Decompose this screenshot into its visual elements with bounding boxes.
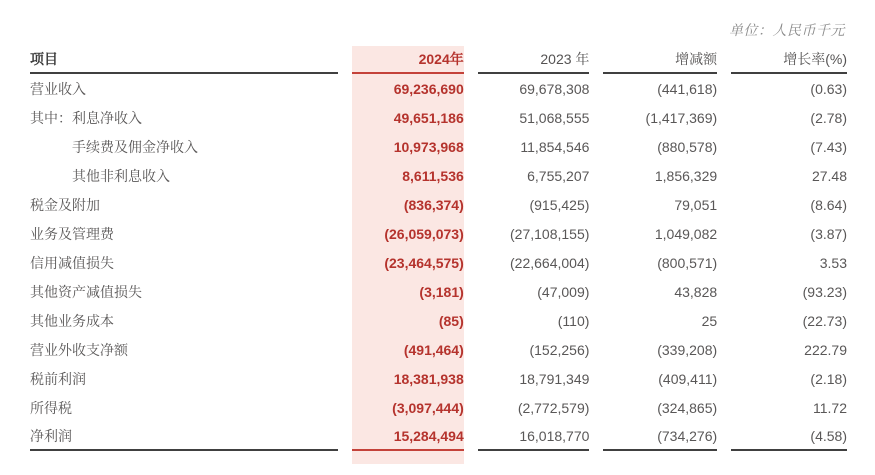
- table-row: [30, 306, 847, 335]
- cell-value-2023: (110): [557, 312, 590, 329]
- spacer-cell-2024-band: [352, 451, 464, 464]
- cell-value-2024: 8,611,536: [352, 161, 464, 190]
- cell-growth: (0.63): [810, 80, 847, 97]
- cell-growth: 3.53: [819, 254, 847, 271]
- table-body: [30, 74, 847, 451]
- cell-item: 营业收入: [30, 80, 86, 97]
- header-change: 增减额: [603, 46, 717, 74]
- spacer-cell: [603, 451, 717, 464]
- cell-growth: 11.72: [813, 399, 847, 416]
- cell-item: 信用减值损失: [30, 254, 114, 271]
- cell-item: 手续费及佣金净收入: [72, 138, 198, 155]
- table-row: [30, 277, 847, 306]
- cell-change: (1,417,369): [645, 109, 718, 126]
- cell-value-2024: (836,374): [352, 190, 464, 219]
- highlight-band-spacer-row: [30, 451, 847, 464]
- cell-value-2023: (152,256): [529, 341, 590, 358]
- cell-item: 所得税: [30, 399, 72, 416]
- cell-growth: 222.79: [804, 341, 847, 358]
- spacer-cell: [30, 451, 338, 464]
- table-row: [30, 393, 847, 422]
- cell-change: (339,208): [657, 341, 718, 358]
- cell-value-2023: 69,678,308: [519, 80, 590, 97]
- cell-value-2024: 15,284,494: [352, 422, 464, 451]
- cell-change: 79,051: [674, 196, 718, 213]
- cell-change: (324,865): [657, 399, 718, 416]
- cell-value-2023: 11,854,546: [520, 138, 590, 155]
- cell-value-2024: (85): [352, 306, 464, 335]
- table-row: [30, 422, 847, 451]
- cell-value-2023: (915,425): [529, 196, 590, 213]
- cell-value-2023: 6,755,207: [527, 167, 590, 184]
- cell-value-2023: 18,791,349: [519, 370, 590, 387]
- table-footer: [30, 451, 847, 464]
- unit-label: 单位：人民币千元: [729, 22, 845, 38]
- cell-change: 1,856,329: [654, 167, 718, 184]
- cell-value-2024: (491,464): [352, 335, 464, 364]
- cell-item: 其中：利息净收入: [30, 109, 142, 126]
- table-header: [30, 46, 847, 74]
- cell-item: 业务及管理费: [30, 225, 114, 242]
- cell-growth: (8.64): [810, 196, 847, 213]
- cell-growth: (2.18): [810, 370, 847, 387]
- cell-change: 43,828: [674, 283, 718, 300]
- spacer-cell: [731, 451, 847, 464]
- cell-growth: 27.48: [811, 167, 847, 184]
- cell-change: (441,618): [657, 80, 718, 97]
- cell-item: 其他资产减值损失: [30, 283, 142, 300]
- table-row: [30, 132, 847, 161]
- cell-change: (409,411): [658, 370, 718, 387]
- header-year-2024: 2024年: [352, 46, 464, 74]
- table-row: [30, 219, 847, 248]
- cell-item: 其他非利息收入: [72, 167, 170, 184]
- header-row: [30, 46, 847, 74]
- cell-growth: (4.58): [731, 422, 847, 451]
- cell-growth: (2.78): [810, 109, 847, 126]
- cell-change: (734,276): [603, 422, 717, 451]
- cell-value-2024: 18,381,938: [352, 364, 464, 393]
- cell-item: 营业外收支净额: [30, 341, 128, 358]
- cell-item: 净利润: [30, 422, 338, 451]
- table-row: [30, 103, 847, 132]
- cell-value-2024: (3,097,444): [352, 393, 464, 422]
- table-row: [30, 335, 847, 364]
- cell-value-2023: (27,108,155): [510, 225, 590, 242]
- cell-value-2023: (22,664,004): [510, 254, 590, 271]
- cell-value-2023: 16,018,770: [478, 422, 590, 451]
- cell-value-2024: 10,973,968: [352, 132, 464, 161]
- cell-change: 1,049,082: [654, 225, 718, 242]
- cell-value-2024: 69,236,690: [352, 74, 464, 103]
- cell-item: 税前利润: [30, 370, 86, 387]
- cell-value-2023: (47,009): [537, 283, 590, 300]
- cell-growth: (22.73): [802, 312, 847, 329]
- table-row: [30, 364, 847, 393]
- table-row: [30, 248, 847, 277]
- cell-change: (800,571): [657, 254, 718, 271]
- table-row: [30, 190, 847, 219]
- cell-growth: (7.43): [810, 138, 847, 155]
- income-statement-table-wrap: [16, 46, 861, 464]
- cell-value-2024: 49,651,186: [352, 103, 464, 132]
- cell-value-2024: (3,181): [352, 277, 464, 306]
- income-statement-table: [16, 46, 861, 464]
- cell-value-2024: (26,059,073): [352, 219, 464, 248]
- cell-item: 其他业务成本: [30, 312, 114, 329]
- table-row: [30, 74, 847, 103]
- table-row: [30, 161, 847, 190]
- header-year-2023: 2023 年: [478, 46, 590, 74]
- cell-change: (880,578): [657, 138, 718, 155]
- cell-growth: (3.87): [810, 225, 847, 242]
- cell-value-2024: (23,464,575): [352, 248, 464, 277]
- header-item: 项目: [30, 46, 338, 74]
- spacer-cell: [478, 451, 590, 464]
- cell-growth: (93.23): [802, 283, 847, 300]
- cell-change: 25: [701, 312, 718, 329]
- header-growth: 增长率(%): [731, 46, 847, 74]
- cell-value-2023: 51,068,555: [519, 109, 590, 126]
- cell-item: 税金及附加: [30, 196, 100, 213]
- cell-value-2023: (2,772,579): [517, 399, 590, 416]
